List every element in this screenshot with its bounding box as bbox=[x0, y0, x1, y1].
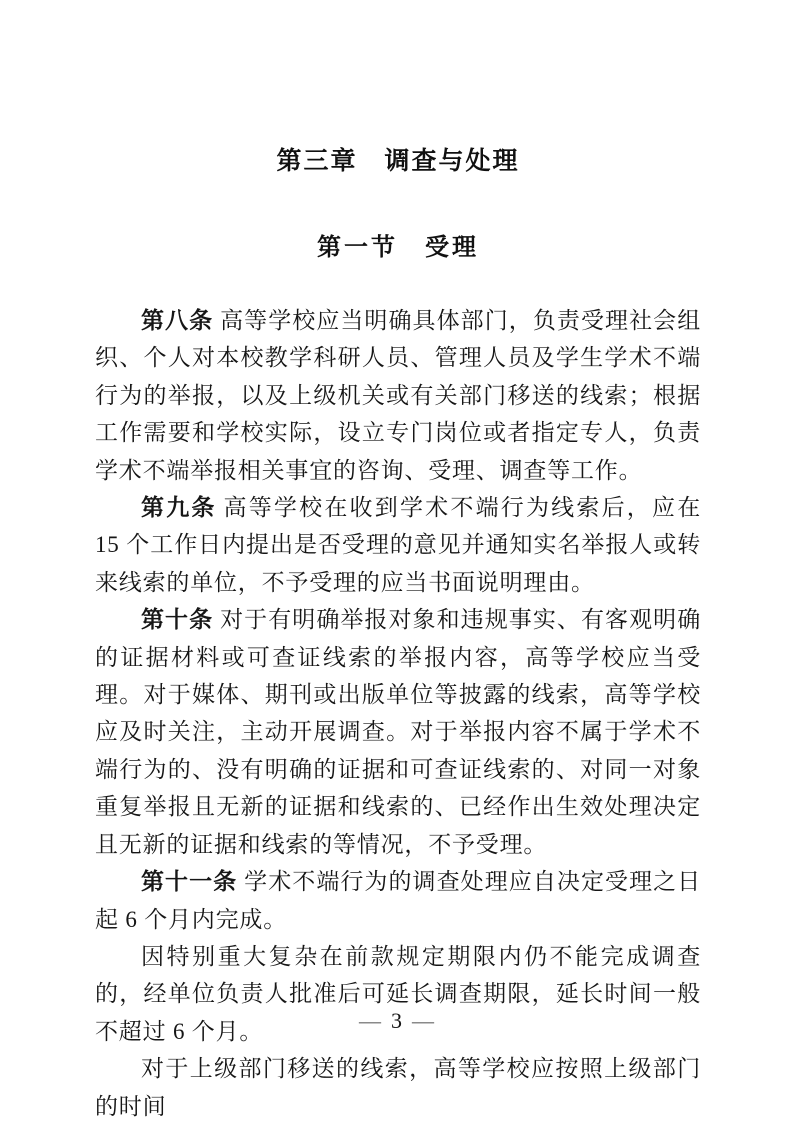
chapter-title: 第三章 调查与处理 bbox=[276, 147, 520, 175]
paragraph-article-11 bbox=[95, 863, 701, 938]
paragraph-article-9 bbox=[95, 489, 701, 601]
article-11-clause-2-text: 因特别重大复杂在前款规定期限内仍不能完成调查的，经单位负责人批准后可延长调查期限，延长时间一般不超过 6 个月。 bbox=[95, 943, 701, 1044]
section-title: 第一节 受理 bbox=[317, 235, 479, 261]
article-9-number: 第九条 bbox=[141, 494, 217, 521]
article-8-number: 第八条 bbox=[141, 307, 214, 333]
page-content bbox=[95, 0, 701, 1122]
footer-left-dash: — bbox=[359, 1008, 381, 1033]
paragraph-article-11-clause-3 bbox=[95, 1050, 701, 1122]
article-10-number: 第十条 bbox=[141, 606, 214, 633]
article-10-text: 对于有明确举报对象和违规事实、有客观明确的证据材料或可查证线索的举报内容，高等学校应当受理。对于媒体、期刊或出版单位等披露的线索，高等学校应及时关注，主动开展调查。对于举报内容不属于学术不端行为的、没有明确的证据和可查证线索的、对同一对象重复举报且无新的证据和线索的、已经作出生效处理决定且无新的证据和线索的等情况，不予受理。 bbox=[95, 607, 702, 857]
paragraph-article-10 bbox=[95, 601, 701, 863]
body-text bbox=[95, 302, 701, 1122]
article-9-text: 高等学校在收到学术不端行为线索后，应在 15 个工作日内提出是否受理的意见并通知实名举报人或转来线索的单位，不予受理的应当书面说明理由。 bbox=[95, 495, 702, 595]
footer-right-dash: — bbox=[412, 1008, 434, 1033]
page-number: 3 bbox=[391, 1008, 402, 1033]
article-11-text: 学术不端行为的调查处理应自决定受理之日起 6 个月内完成。 bbox=[95, 869, 702, 932]
page-footer bbox=[0, 1008, 793, 1034]
article-11-clause-3-text: 对于上级部门移送的线索，高等学校应按照上级部门的时间 bbox=[95, 1056, 701, 1119]
paragraph-article-8 bbox=[95, 302, 701, 489]
article-11-number: 第十一条 bbox=[141, 868, 238, 895]
article-8-text: 高等学校应当明确具体部门，负责受理社会组织、个人对本校教学科研人员、管理人员及学生学术不端行为的举报，以及上级机关或有关部门移送的线索；根据工作需要和学校实际，设立专门岗位或者指定专人，负责学术不端举报相关事宜的咨询、受理、调查等工作。 bbox=[95, 308, 702, 483]
